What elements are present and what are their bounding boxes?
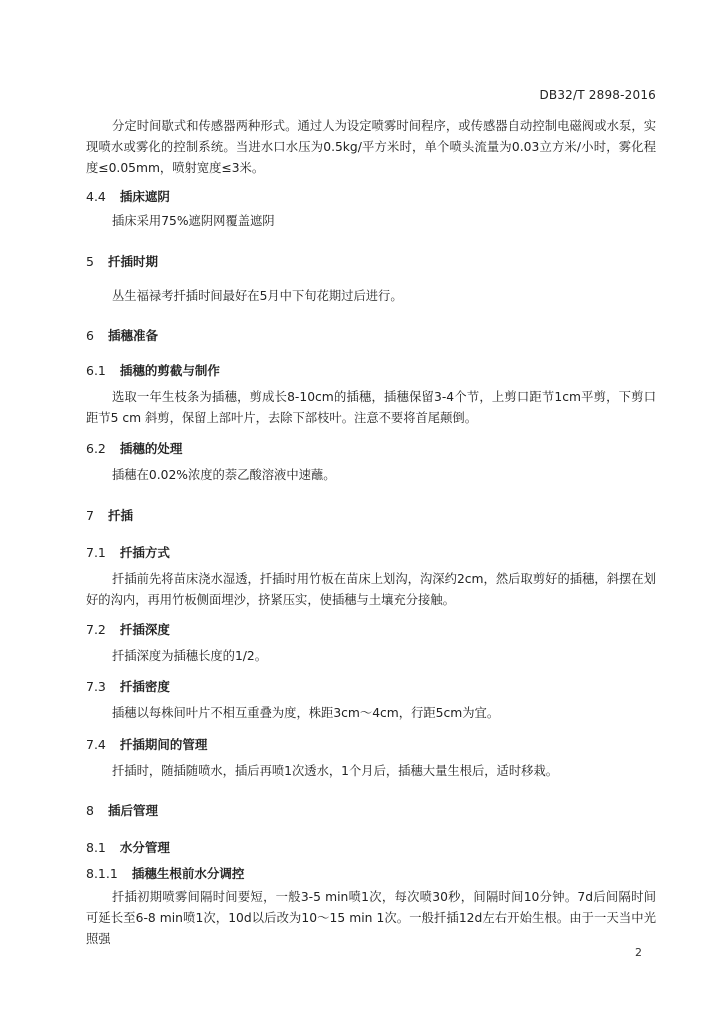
- section-number: 7.3: [86, 679, 106, 694]
- section-heading-6-2: [86, 439, 182, 457]
- paragraph-water-control: 扦插初期喷雾间隔时间要短，一般3-5 min喷1次，每次喷30秒，间隔时间10分钟。7d后间隔时间可延长至6-8 min喷1次，10d以后改为10～15 min 1次。一般扦插12d左右开始生根。由于一天当中光照强: [86, 890, 656, 946]
- paragraph-cutting-period: 丛生福禄考扦插时间最好在5月中下旬花期过后进行。: [112, 289, 403, 303]
- section-number: 6.2: [86, 441, 106, 456]
- paragraph-sprinkler-control: 分定时间歇式和传感器两种形式。通过人为设定喷雾时间程序，或传感器自动控制电磁阀或水泵，实现喷水或雾化的控制系统。当进水口水压为0.5kg/平方米时，单个喷头流量为0.03立方米/小时，雾化程度≤0.05mm，喷射宽度≤3米。: [86, 119, 656, 175]
- section-number: 7: [86, 508, 94, 523]
- section-number: 7.4: [86, 737, 106, 752]
- section-heading-7-4: [86, 735, 207, 753]
- section-number: 4.4: [86, 189, 106, 204]
- section-number: 7.1: [86, 545, 106, 560]
- section-number: 6: [86, 328, 94, 343]
- section-heading-6-1: [86, 361, 220, 379]
- section-title: 插穗的处理: [119, 441, 183, 456]
- section-heading-6: [86, 326, 158, 344]
- paragraph-cutting-depth: 扦插深度为插穗长度的1/2。: [112, 649, 268, 663]
- document-code: DB32/T 2898-2016: [539, 88, 656, 102]
- paragraph-cutting-method: 扦插前先将苗床浇水湿透，扦插时用竹板在苗床上划沟，沟深约2cm，然后取剪好的插穗，斜摆在划好的沟内，再用竹板侧面埋沙，挤紧压实，使插穗与土壤充分接触。: [86, 572, 656, 607]
- paragraph-cutting-management: 扦插时，随插随喷水，插后再喷1次透水，1个月后，插穗大量生根后，适时移栽。: [112, 764, 559, 778]
- section-title: 插穗生根前水分调控: [131, 866, 245, 881]
- section-title: 扦插密度: [119, 679, 170, 694]
- section-heading-8-1: [86, 838, 170, 856]
- section-number: 8.1.1: [86, 866, 118, 881]
- paragraph-cutting-density: 插穗以每株间叶片不相互重叠为度，株距3cm～4cm，行距5cm为宜。: [112, 706, 500, 720]
- paragraph-cutting-preparation: 选取一年生枝条为插穗，剪成长8-10cm的插穗，插穗保留3-4个节，上剪口距节1cm平剪，下剪口距节5 cm 斜剪，保留上部叶片，去除下部枝叶。注意不要将首尾颠倒。: [86, 390, 656, 425]
- section-number: 7.2: [86, 622, 106, 637]
- section-title: 插床遮阴: [119, 189, 170, 204]
- section-heading-7-2: [86, 620, 170, 638]
- section-title: 插后管理: [107, 803, 158, 818]
- section-title: 扦插期间的管理: [119, 737, 208, 752]
- section-heading-7-3: [86, 677, 170, 695]
- section-title: 插穗准备: [107, 328, 158, 343]
- page-number: 2: [635, 946, 642, 959]
- section-heading-8: [86, 801, 158, 819]
- section-title: 水分管理: [119, 840, 170, 855]
- section-heading-7: [86, 506, 133, 524]
- section-number: 8.1: [86, 840, 106, 855]
- paragraph-cutting-treatment: 插穗在0.02%浓度的萘乙酸溶液中速蘸。: [112, 468, 336, 482]
- section-title: 扦插方式: [119, 545, 170, 560]
- section-title: 扦插时期: [107, 254, 158, 269]
- section-number: 6.1: [86, 363, 106, 378]
- section-number: 5: [86, 254, 94, 269]
- section-heading-8-1-1: [86, 864, 244, 882]
- section-number: 8: [86, 803, 94, 818]
- section-title: 扦插深度: [119, 622, 170, 637]
- section-title: 扦插: [107, 508, 133, 523]
- section-heading-7-1: [86, 543, 170, 561]
- section-heading-5: [86, 252, 158, 270]
- paragraph-shade-net: 插床采用75%遮阴网覆盖遮阴: [112, 214, 275, 228]
- section-heading-4-4: [86, 187, 170, 205]
- section-title: 插穗的剪截与制作: [119, 363, 220, 378]
